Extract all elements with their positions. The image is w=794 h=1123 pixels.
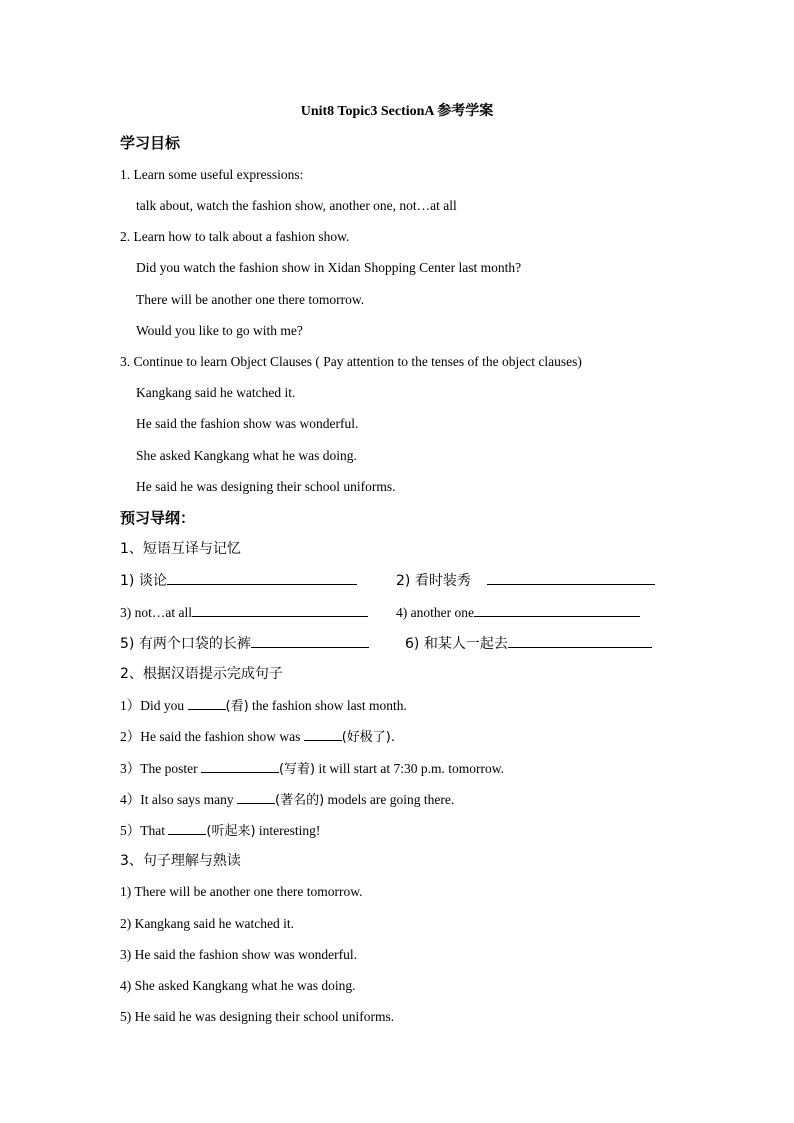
answer-blank[interactable]	[188, 696, 226, 710]
sentence-text: it will start at 7:30 p.m. tomorrow.	[315, 761, 504, 776]
sentence-text: 4）It also says many	[120, 792, 237, 807]
reading-sentence: 2) Kangkang said he watched it.	[120, 916, 294, 931]
objective-item: He said he was designing their school uniforms.	[136, 479, 396, 494]
hint-text: (听起来)	[206, 824, 256, 839]
phrase-label: 5) 有两个口袋的长裤	[120, 636, 251, 652]
objective-item: There will be another one there tomorrow.	[136, 292, 365, 307]
objective-item: She asked Kangkang what he was doing.	[136, 448, 357, 463]
sentence-text: 1）Did you	[120, 698, 188, 713]
objective-item: talk about, watch the fashion show, another one, not…at all	[136, 198, 457, 213]
phrase-item	[396, 571, 655, 590]
answer-blank[interactable]	[304, 727, 342, 741]
phrase-item	[120, 571, 357, 590]
objectives-heading: 学习目标	[120, 134, 181, 152]
phrase-label: 4) another one	[396, 605, 474, 620]
phrase-item	[405, 634, 652, 653]
section2-heading: 2、根据汉语提示完成句子	[120, 666, 283, 682]
reading-sentence: 4) She asked Kangkang what he was doing.	[120, 978, 356, 993]
sentence-text: models are going there.	[324, 792, 455, 807]
fill-sentence	[120, 696, 407, 716]
fill-sentence	[120, 821, 320, 841]
phrase-label: 2) 看时装秀	[396, 573, 471, 589]
objective-item: He said the fashion show was wonderful.	[136, 416, 359, 431]
answer-blank[interactable]	[167, 571, 357, 585]
objective-item: Did you watch the fashion show in Xidan Shopping Center last month?	[136, 260, 522, 275]
phrase-label: 6) 和某人一起去	[405, 636, 508, 652]
hint-text: (著名的)	[275, 793, 325, 808]
sentence-text: 5）That	[120, 823, 169, 838]
page-title: Unit8 Topic3 SectionA 参考学案	[300, 104, 494, 119]
answer-blank[interactable]	[474, 603, 640, 617]
fill-sentence	[120, 790, 454, 810]
objective-item: 1. Learn some useful expressions:	[120, 167, 304, 182]
answer-blank[interactable]	[508, 634, 652, 648]
reading-sentence: 1) There will be another one there tomorrow.	[120, 884, 363, 899]
sentence-text: interesting!	[255, 823, 321, 838]
answer-blank[interactable]	[168, 821, 206, 835]
objective-item: Kangkang said he watched it.	[136, 385, 296, 400]
section1-heading: 1、短语互译与记忆	[120, 541, 241, 557]
reading-sentence: 3) He said the fashion show was wonderful.	[120, 947, 357, 962]
sentence-text: the fashion show last month.	[248, 698, 407, 713]
answer-blank[interactable]	[192, 603, 368, 617]
fill-sentence	[120, 727, 395, 747]
fill-sentence	[120, 759, 504, 779]
phrase-item	[120, 634, 369, 653]
phrase-label: 1) 谈论	[120, 573, 167, 589]
phrase-item	[120, 603, 368, 622]
answer-blank[interactable]	[237, 790, 275, 804]
hint-text: (看)	[225, 699, 249, 714]
sentence-text: 3）The poster	[120, 761, 201, 776]
reading-sentence: 5) He said he was designing their school uniforms.	[120, 1009, 395, 1024]
phrase-item	[396, 603, 640, 622]
preview-heading: 预习导纲：	[120, 509, 196, 527]
phrase-label: 3) not…at all	[120, 605, 192, 620]
answer-blank[interactable]	[201, 759, 279, 773]
answer-blank[interactable]	[487, 571, 655, 585]
sentence-text: 2）He said the fashion show was	[120, 729, 304, 744]
hint-text: (好极了).	[341, 730, 396, 745]
objective-item: 2. Learn how to talk about a fashion show.	[120, 229, 350, 244]
objective-item: 3. Continue to learn Object Clauses ( Pay attention to the tenses of the object clauses)	[120, 354, 582, 369]
section3-heading: 3、句子理解与熟读	[120, 853, 241, 869]
hint-text: (写着)	[278, 762, 316, 777]
objective-item: Would you like to go with me?	[136, 323, 303, 338]
answer-blank[interactable]	[251, 634, 369, 648]
